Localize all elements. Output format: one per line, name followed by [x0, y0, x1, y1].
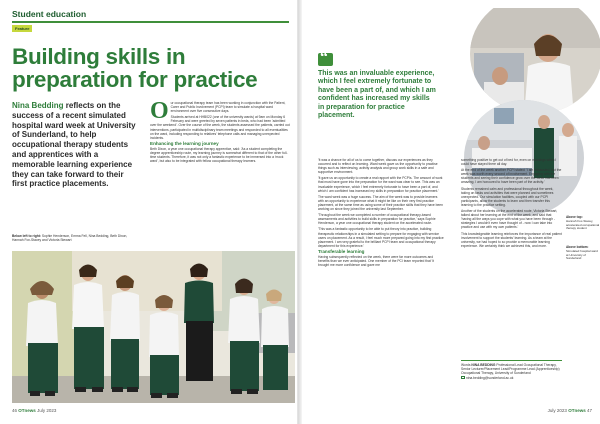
- standfirst-text: reflects on the success of a recent simulated hospital ward week at University of Sunderland, to help occupational therapy students and apprentices with a memorable learning experience they can take forward to their first practice placements.: [12, 101, 136, 189]
- body-paragraph: Another of the students on the accelerated route, Victoria Stewart, talked about her learning at the end of the week, and said that 'having all the ways you cope with what you have been through - strategies I wouldn't even have thought of - now I can take into practice and use with my own patients.': [461, 209, 558, 230]
- caption-label: Below left to right:: [12, 234, 41, 238]
- body-paragraph: This knowledgeable learning reinforces the importance of real patient involvement to support the students' learning. As a team at the university, we had hoped to so provide a memorable learning experience. We certainly think we achieved this, and more.: [461, 231, 562, 248]
- photo-caption: [12, 234, 132, 242]
- mail-icon: [461, 376, 465, 379]
- standfirst: [12, 101, 138, 189]
- body-paragraph: At the end of the week another PCPI stated: 'I am exhausted, but the week was worth every second of involvement. Engaging with the students and seeing their confidence grow over the week has been amazing. I am honoured to have been part of the activity.': [461, 168, 562, 185]
- author-name: NINA BEDDING: [471, 363, 496, 367]
- caption-bottom-text: Simulated hospital ward at University of Sunderland: [566, 248, 598, 261]
- pull-quote: This was an invaluable experience, which I feel extremely fortunate to have been a part of, and which I am confident has increased my skills in preparation for practice placement.: [318, 70, 436, 120]
- section-rule: [12, 21, 289, 23]
- drop-cap: O: [150, 98, 169, 124]
- left-footer-brand: OTnews: [18, 408, 36, 413]
- left-footer: [12, 408, 56, 413]
- author-prefix: Words: [461, 363, 471, 367]
- caption-text: Sophie Henderson, Emma Fell, Nina Bedding, Beth Dixon, Hannah Fox-Stacey and Victoria Stewart: [12, 234, 128, 243]
- body-column-2: [318, 158, 444, 269]
- author-email[interactable]: nina.bedding@sunderland.ac.uk: [466, 375, 514, 380]
- students-illustration: [12, 251, 295, 403]
- left-page-number: 46: [12, 408, 18, 413]
- feature-tag: Feature: [12, 25, 32, 32]
- photo-caption-top: [566, 216, 600, 231]
- body-paragraph: 'Throughout the week we completed a number of occupational therapy-based assessments and activities to build skills in preparation for practice,' says Sophie Henderson, a year one occupational therapy student on the accelerated route.: [318, 213, 436, 226]
- intro-paragraph: Our occupational therapy team has been working in conjunction with the Patient, Carer and Public Involvement (PCPI) team to simulate a hospital ward environment over five consecutive days.: [150, 98, 286, 124]
- standfirst-author: Nina Bedding: [12, 101, 64, 110]
- right-footer-brand: OTnews: [568, 408, 586, 413]
- body-column-3: [461, 158, 562, 250]
- left-footer-date: July 2023: [37, 408, 57, 413]
- body-paragraph: 'It was a chance for all of us to come together, discuss our experiences as they occurred and to reflect on learning. Ward week gave us the opportunity to practise things such as interviewing, activity analysis and group work skills in a safe and supportive environment.: [318, 158, 438, 175]
- body-paragraph: something positive to get out of bed for, even on mornings when I could have stayed there all day.: [461, 158, 557, 167]
- body-column-1: [150, 98, 291, 165]
- subheading: Enhancing the learning journey: [150, 140, 219, 146]
- right-page-number: 47: [586, 408, 592, 413]
- author-role: Professional Lead Occupational Therapy, Senior Lecturer/Placement Lead/Programme Lead (Apprenticeship) Occupational Therapy, University of Sunderland: [461, 363, 560, 376]
- quote-icon: “: [318, 53, 333, 66]
- left-page: [0, 0, 298, 424]
- headline: Building skills in preparation for practice: [12, 44, 258, 92]
- body-paragraph: The ward week was a huge success. The aim of the week was to provide learners with an opportunity to experience what it might be like on their very first practice placement, at the same time as using some of their practice skills that they have been working on since they joined the university last September.: [318, 194, 443, 212]
- photo-caption-bottom: [566, 246, 600, 261]
- section-title: Student education: [12, 9, 87, 19]
- body-paragraph: Students arrived at HHB022 (one of the university wards) at 9am on Monday 6 February and were greeted by seven patients in beds, who had been 'admitted over the weekend'. Over the course of the week, the students assessed the patients, carried out interventions, participated in multidisciplinary team meetings and responded to all eventualities on the ward, including responding to relatives' telephone calls and managing unexpected incidents.: [150, 115, 290, 140]
- body-paragraph: Students remained calm and professional throughout the week, taking on tasks and activities that were planned and sometimes unexpected. Our simulation facilities, coupled with our PCPI participants, allow the students to learn and then transfer this learning to the practice setting.: [461, 186, 554, 207]
- subheading: Transferable learning: [318, 248, 365, 254]
- body-paragraph: 'This was a fantastic opportunity to be able to put theory into practice, building therapeutic relationships in a simulated setting to prepare for engaging with service users on placement. As a result, I feel much more prepared going into my first practice placement. I am very grateful to the brilliant PCPI team and occupational therapy department for this experience.': [318, 227, 444, 248]
- right-page: [302, 0, 600, 424]
- author-box: [461, 360, 562, 380]
- caption-top-text: Hannah Fox-Stacey, accelerated occupational therapy student: [566, 218, 600, 231]
- caption-bottom-title: Above bottom:: [566, 245, 589, 249]
- right-footer: [548, 408, 592, 413]
- right-footer-date: July 2023: [547, 408, 567, 413]
- body-paragraph: Beth Dixon, a year one occupational therapy apprentice, said: 'As a student completing the degree apprenticeship route, my learning journey is somewhat different to that of the other full-time students. Therefore, it was not only a fantastic experience to be immersed into a 'mock ward', but also to be integrated with fellow occupational therapy learners.: [150, 146, 288, 164]
- body-paragraph: Having subsequently reflected on the week, there were far more outcomes and benefits than we ever anticipated. One member of the PCI team reported that 'it brought me more confidence and gave me: [318, 254, 434, 268]
- body-paragraph: 'It gave us an opportunity to create a real rapport with the PCPIs. The amount of work that must have gone into the preparation for the ward was clear to see. This was an invaluable experience, which I feel extremely fortunate to have been a part of, and which I am confident has increased my skills in preparation for practice placement.': [318, 176, 443, 193]
- caption-top-title: Above top:: [566, 215, 583, 219]
- students-group-photo: [12, 251, 295, 403]
